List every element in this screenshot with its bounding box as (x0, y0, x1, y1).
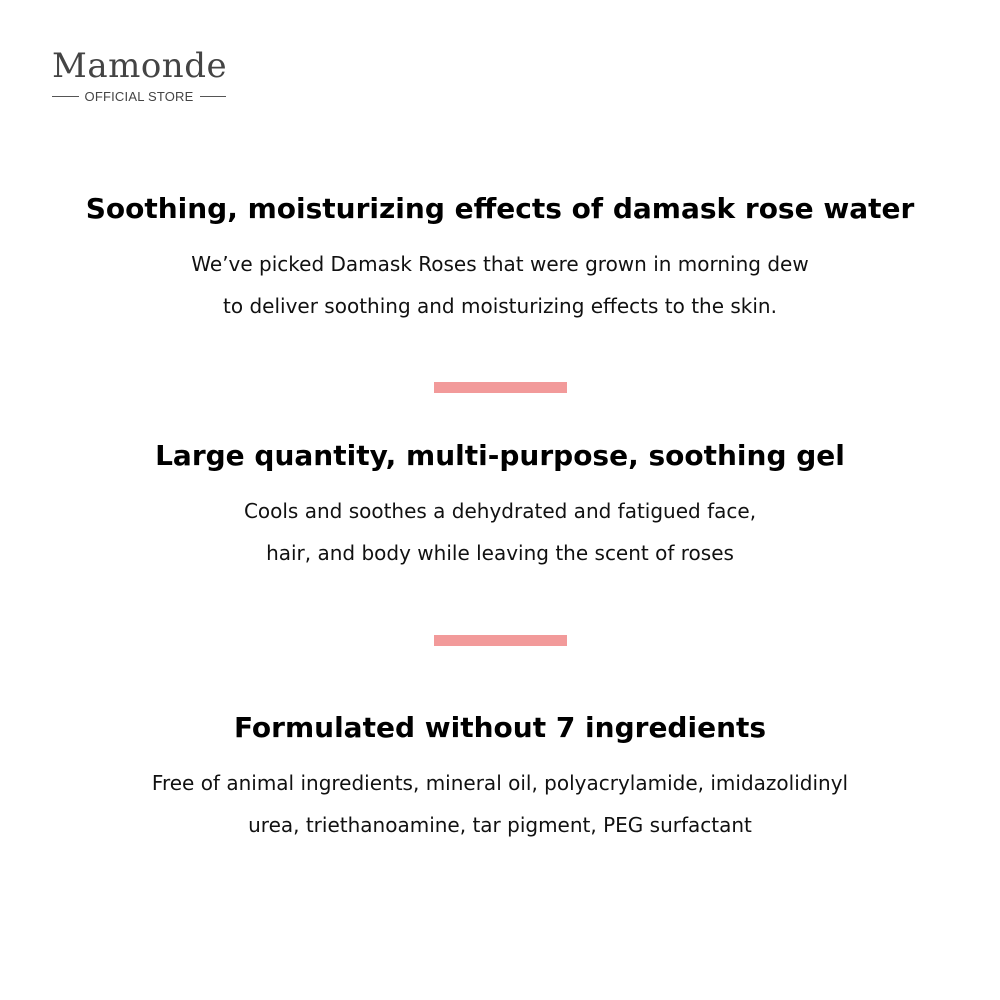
section-divider (434, 382, 567, 393)
tagline-rule-right (200, 96, 227, 97)
feature-section-soothing-gel (0, 436, 1000, 574)
description-line: hair, and body while leaving the scent of roses (266, 541, 734, 565)
feature-section-rose-water (0, 189, 1000, 327)
feature-description (0, 490, 1000, 574)
brand-tagline-row (52, 89, 226, 104)
brand-name: Mamonde (52, 46, 228, 86)
feature-heading: Formulated without 7 ingredients (233, 711, 767, 744)
description-line: to deliver soothing and moisturizing effects to the skin. (223, 294, 777, 318)
feature-description (0, 243, 1000, 327)
description-line: Cools and soothes a dehydrated and fatigued face, (243, 499, 757, 523)
feature-heading: Large quantity, multi-purpose, soothing gel (155, 439, 845, 472)
feature-description (0, 762, 1000, 846)
brand-logo (52, 44, 226, 104)
section-divider (434, 635, 567, 646)
description-line: We’ve picked Damask Roses that were grown in morning dew (191, 252, 809, 276)
feature-heading: Soothing, moisturizing effects of damask rose water (85, 192, 915, 225)
feature-section-formulation (0, 708, 1000, 846)
brand-tagline: OFFICIAL STORE (84, 89, 194, 104)
description-line: Free of animal ingredients, mineral oil, polyacrylamide, imidazolidinyl (151, 771, 849, 795)
tagline-rule-left (52, 96, 79, 97)
description-line: urea, triethanoamine, tar pigment, PEG surfactant (248, 813, 752, 837)
